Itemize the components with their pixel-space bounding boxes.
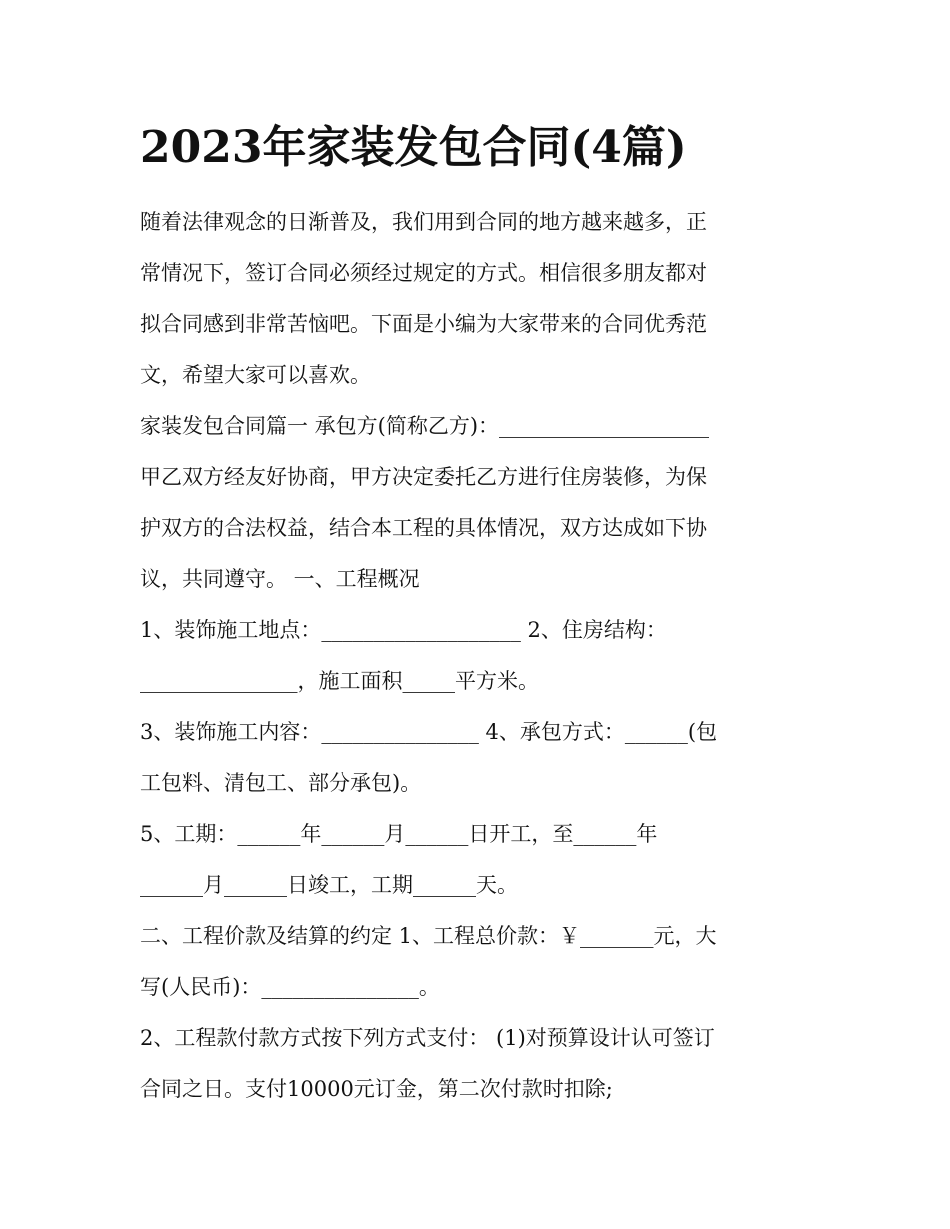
text-line: 1、装饰施工地点：___________________ 2、住房结构：: [140, 618, 667, 642]
paragraph-schedule: [140, 809, 812, 911]
paragraph-intro: [140, 197, 812, 401]
text-line: 工包料、清包工、部分承包)。: [140, 771, 422, 795]
paragraph-contractor: [140, 401, 812, 452]
text-line: 5、工期：______年______月______日开工，至______年: [140, 822, 658, 846]
text-line: 3、装饰施工内容：_______________ 4、承包方式：______(包: [140, 720, 718, 744]
paragraph-content: [140, 707, 812, 809]
text-line: 随着法律观念的日渐普及，我们用到合同的地方越来越多，正: [140, 210, 707, 234]
text-line: ______月______日竣工，工期______天。: [140, 873, 518, 897]
document-title: 2023年家装发包合同(4篇): [140, 122, 687, 173]
text-line: 家装发包合同篇一 承包方(简称乙方)：____________________: [140, 414, 710, 438]
text-line: 议，共同遵守。 一、工程概况: [140, 567, 420, 591]
text-line: 文，希望大家可以喜欢。: [140, 363, 371, 387]
text-line: _______________，施工面积_____平方米。: [140, 669, 539, 693]
paragraph-price: [140, 911, 812, 1013]
paragraph-payment: [140, 1013, 812, 1115]
paragraph-location: [140, 605, 812, 707]
text-line: 2、工程款付款方式按下列方式支付： (1)对预算设计认可签订: [140, 1026, 715, 1050]
paragraph-agreement: [140, 452, 812, 605]
text-line: 拟合同感到非常苦恼吧。下面是小编为大家带来的合同优秀范: [140, 312, 707, 336]
text-line: 常情况下，签订合同必须经过规定的方式。相信很多朋友都对: [140, 261, 707, 285]
document-body: [140, 197, 812, 1115]
text-line: 甲乙双方经友好协商，甲方决定委托乙方进行住房装修，为保: [140, 465, 707, 489]
text-line: 护双方的合法权益，结合本工程的具体情况，双方达成如下协: [140, 516, 707, 540]
text-line: 写(人民币)：_______________。: [140, 975, 440, 999]
text-line: 合同之日。支付10000元订金，第二次付款时扣除;: [140, 1077, 613, 1101]
text-line: 二、工程价款及结算的约定 1、工程总价款：￥_______元，大: [140, 924, 717, 948]
